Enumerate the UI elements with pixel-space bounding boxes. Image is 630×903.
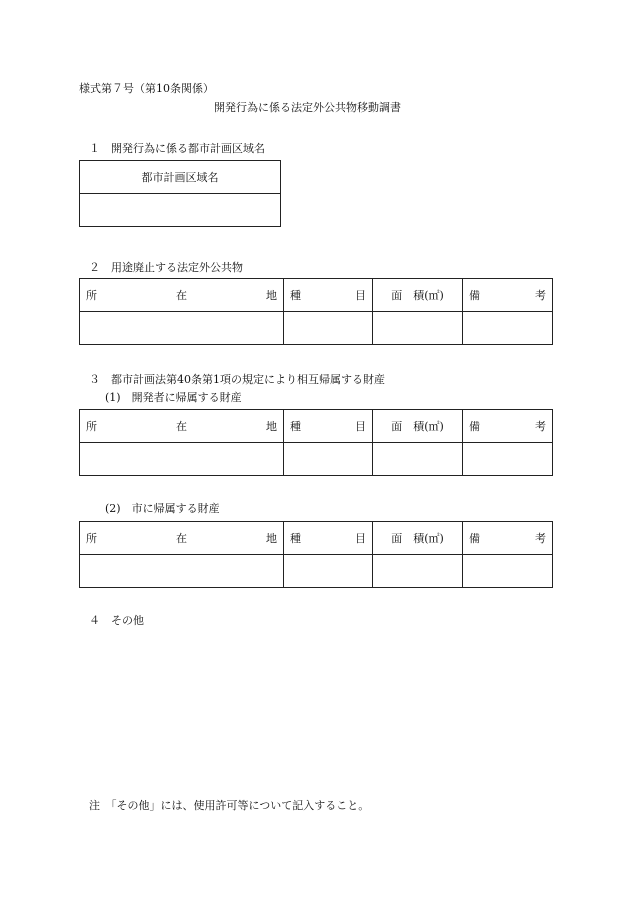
section2-heading: ２ 用途廃止する法定外公共物 xyxy=(89,261,243,274)
type-header: 種 目 xyxy=(284,522,373,555)
developer-property-table xyxy=(79,409,553,476)
form-number: 様式第７号（第10条関係） xyxy=(79,82,214,95)
location-header: 所 在 地 xyxy=(80,410,284,443)
city-planning-area-cell[interactable] xyxy=(80,194,281,227)
location-cell[interactable] xyxy=(80,443,284,476)
city-planning-area-header: 都市計画区域名 xyxy=(80,161,281,194)
remarks-header: 備 考 xyxy=(463,279,553,312)
area-header: 面 積(㎡) xyxy=(373,522,463,555)
city-planning-area-table xyxy=(79,160,281,227)
location-header: 所 在 地 xyxy=(80,522,284,555)
location-cell[interactable] xyxy=(80,312,284,345)
remarks-header: 備 考 xyxy=(463,522,553,555)
remarks-header: 備 考 xyxy=(463,410,553,443)
area-cell[interactable] xyxy=(373,555,463,588)
location-header: 所 在 地 xyxy=(80,279,284,312)
remarks-cell[interactable] xyxy=(463,555,553,588)
area-header: 面 積(㎡) xyxy=(373,279,463,312)
document-title: 開発行為に係る法定外公共物移動調書 xyxy=(214,101,401,114)
area-header: 面 積(㎡) xyxy=(373,410,463,443)
remarks-cell[interactable] xyxy=(463,443,553,476)
type-cell[interactable] xyxy=(284,443,373,476)
abolished-property-table xyxy=(79,278,553,345)
type-cell[interactable] xyxy=(284,555,373,588)
type-cell[interactable] xyxy=(284,312,373,345)
remarks-cell[interactable] xyxy=(463,312,553,345)
location-cell[interactable] xyxy=(80,555,284,588)
type-header: 種 目 xyxy=(284,410,373,443)
note: 注 「その他」には、使用許可等について記入すること。 xyxy=(89,799,370,812)
section1-heading: １ 開発行為に係る都市計画区域名 xyxy=(89,142,265,155)
area-cell[interactable] xyxy=(373,443,463,476)
section4-heading: ４ その他 xyxy=(89,614,144,627)
section3-sub2-heading: (2) 市に帰属する財産 xyxy=(105,502,220,515)
section3-heading: ３ 都市計画法第40条第1項の規定により相互帰属する財産 xyxy=(89,373,385,386)
city-property-table xyxy=(79,521,553,588)
area-cell[interactable] xyxy=(373,312,463,345)
type-header: 種 目 xyxy=(284,279,373,312)
section3-sub1-heading: (1) 開発者に帰属する財産 xyxy=(105,391,242,404)
